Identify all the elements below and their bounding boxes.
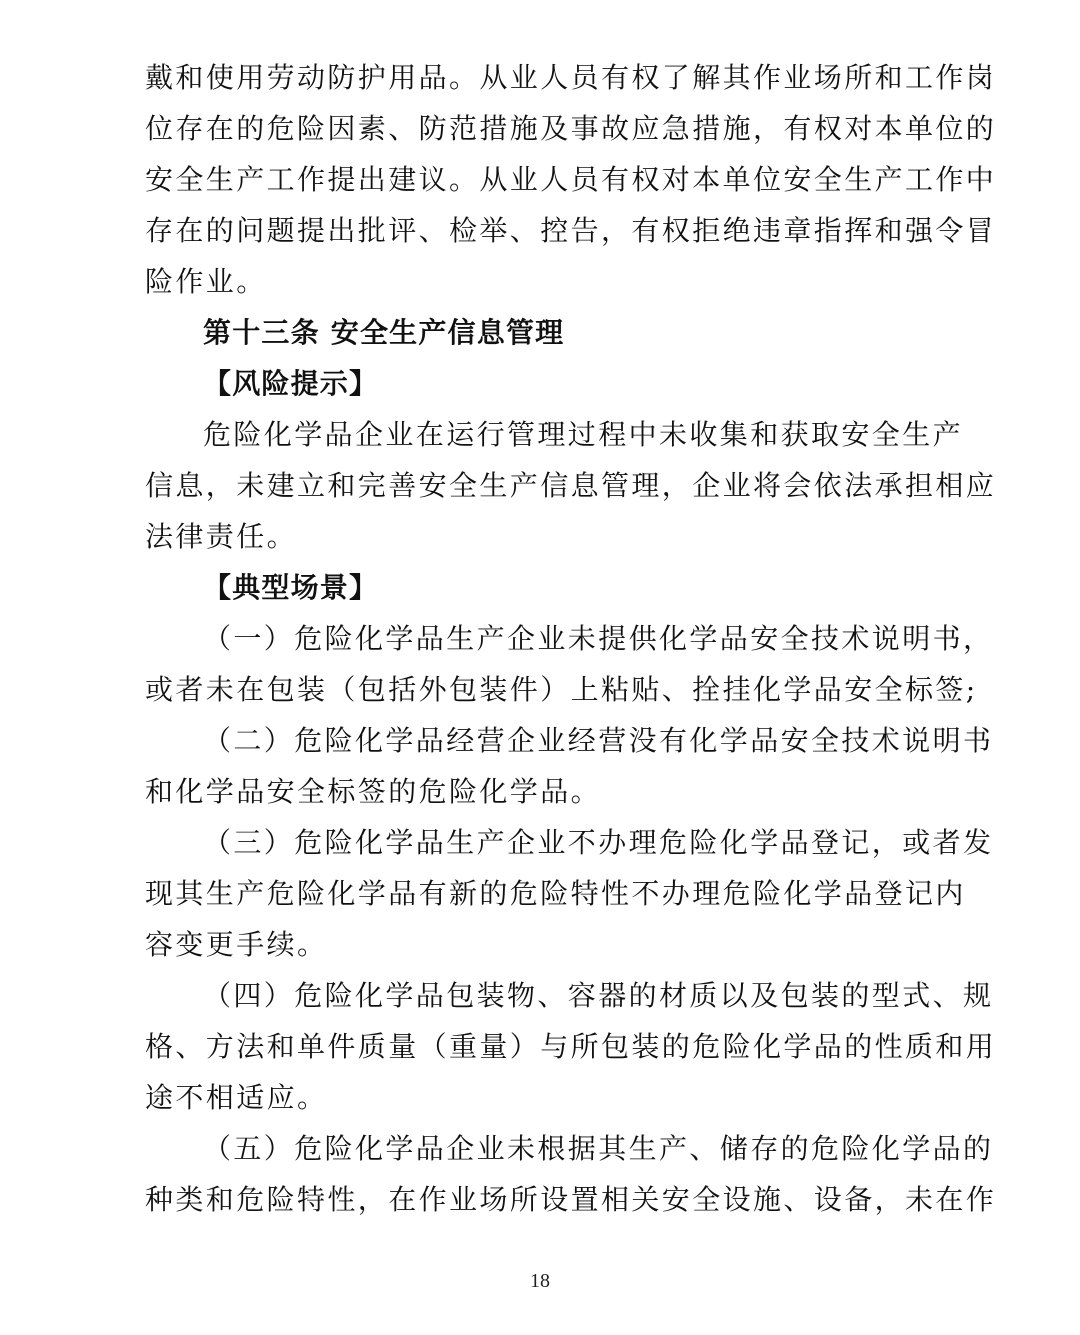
scenario-paragraph-4: [145, 970, 997, 1123]
risk-tag-paragraph: [145, 358, 945, 409]
scenario-tag: 【典型场景】: [203, 571, 379, 604]
text-line: 危险化学品企业在运行管理过程中未收集和获取安全生产: [203, 418, 964, 451]
article-heading-paragraph: [145, 307, 945, 358]
page-number: 18: [530, 1270, 550, 1292]
continuation-paragraph: [145, 52, 997, 307]
risk-tag: 【风险提示】: [203, 367, 379, 400]
text-line: 法律责任。: [145, 520, 298, 553]
scenario-paragraph-3: [145, 817, 994, 970]
scenario-paragraph-2: [145, 715, 994, 817]
text-line: 种类和危险特性，在作业场所设置相关安全设施、设备，未在作: [145, 1183, 997, 1216]
text-line: （三）危险化学品生产企业不办理危险化学品登记，或者发: [203, 826, 994, 859]
text-line: 位存在的危险因素、防范措施及事故应急措施，有权对本单位的: [145, 112, 997, 145]
text-line: 险作业。: [145, 265, 267, 298]
text-line: 和化学品安全标签的危险化学品。: [145, 775, 602, 808]
risk-paragraph: [145, 409, 997, 562]
document-page: [145, 52, 997, 1225]
text-line: 戴和使用劳动防护用品。从业人员有权了解其作业场所和工作岗: [145, 61, 997, 94]
text-line: 安全生产工作提出建议。从业人员有权对本单位安全生产工作中: [145, 163, 997, 196]
text-line: 现其生产危险化学品有新的危险特性不办理危险化学品登记内: [145, 877, 966, 910]
text-line: 途不相适应。: [145, 1081, 328, 1114]
scenario-paragraph-1: [145, 613, 994, 715]
scenario-paragraph-5: [145, 1123, 997, 1225]
text-line: （四）危险化学品包装物、容器的材质以及包装的型式、规: [203, 979, 994, 1012]
text-line: 存在的问题提出批评、检举、控告，有权拒绝违章指挥和强令冒: [145, 214, 997, 247]
text-line: 格、方法和单件质量（重量）与所包装的危险化学品的性质和用: [145, 1030, 997, 1063]
text-line: （一）危险化学品生产企业未提供化学品安全技术说明书，: [203, 622, 994, 655]
scenario-tag-paragraph: [145, 562, 945, 613]
text-line: 信息，未建立和完善安全生产信息管理，企业将会依法承担相应: [145, 469, 997, 502]
text-line: （五）危险化学品企业未根据其生产、储存的危险化学品的: [203, 1132, 994, 1165]
text-line: 容变更手续。: [145, 928, 328, 961]
text-line: （二）危险化学品经营企业经营没有化学品安全技术说明书: [203, 724, 994, 757]
text-line: 或者未在包装（包括外包装件）上粘贴、拴挂化学品安全标签;: [145, 673, 978, 706]
article-heading: 第十三条 安全生产信息管理: [203, 316, 565, 349]
